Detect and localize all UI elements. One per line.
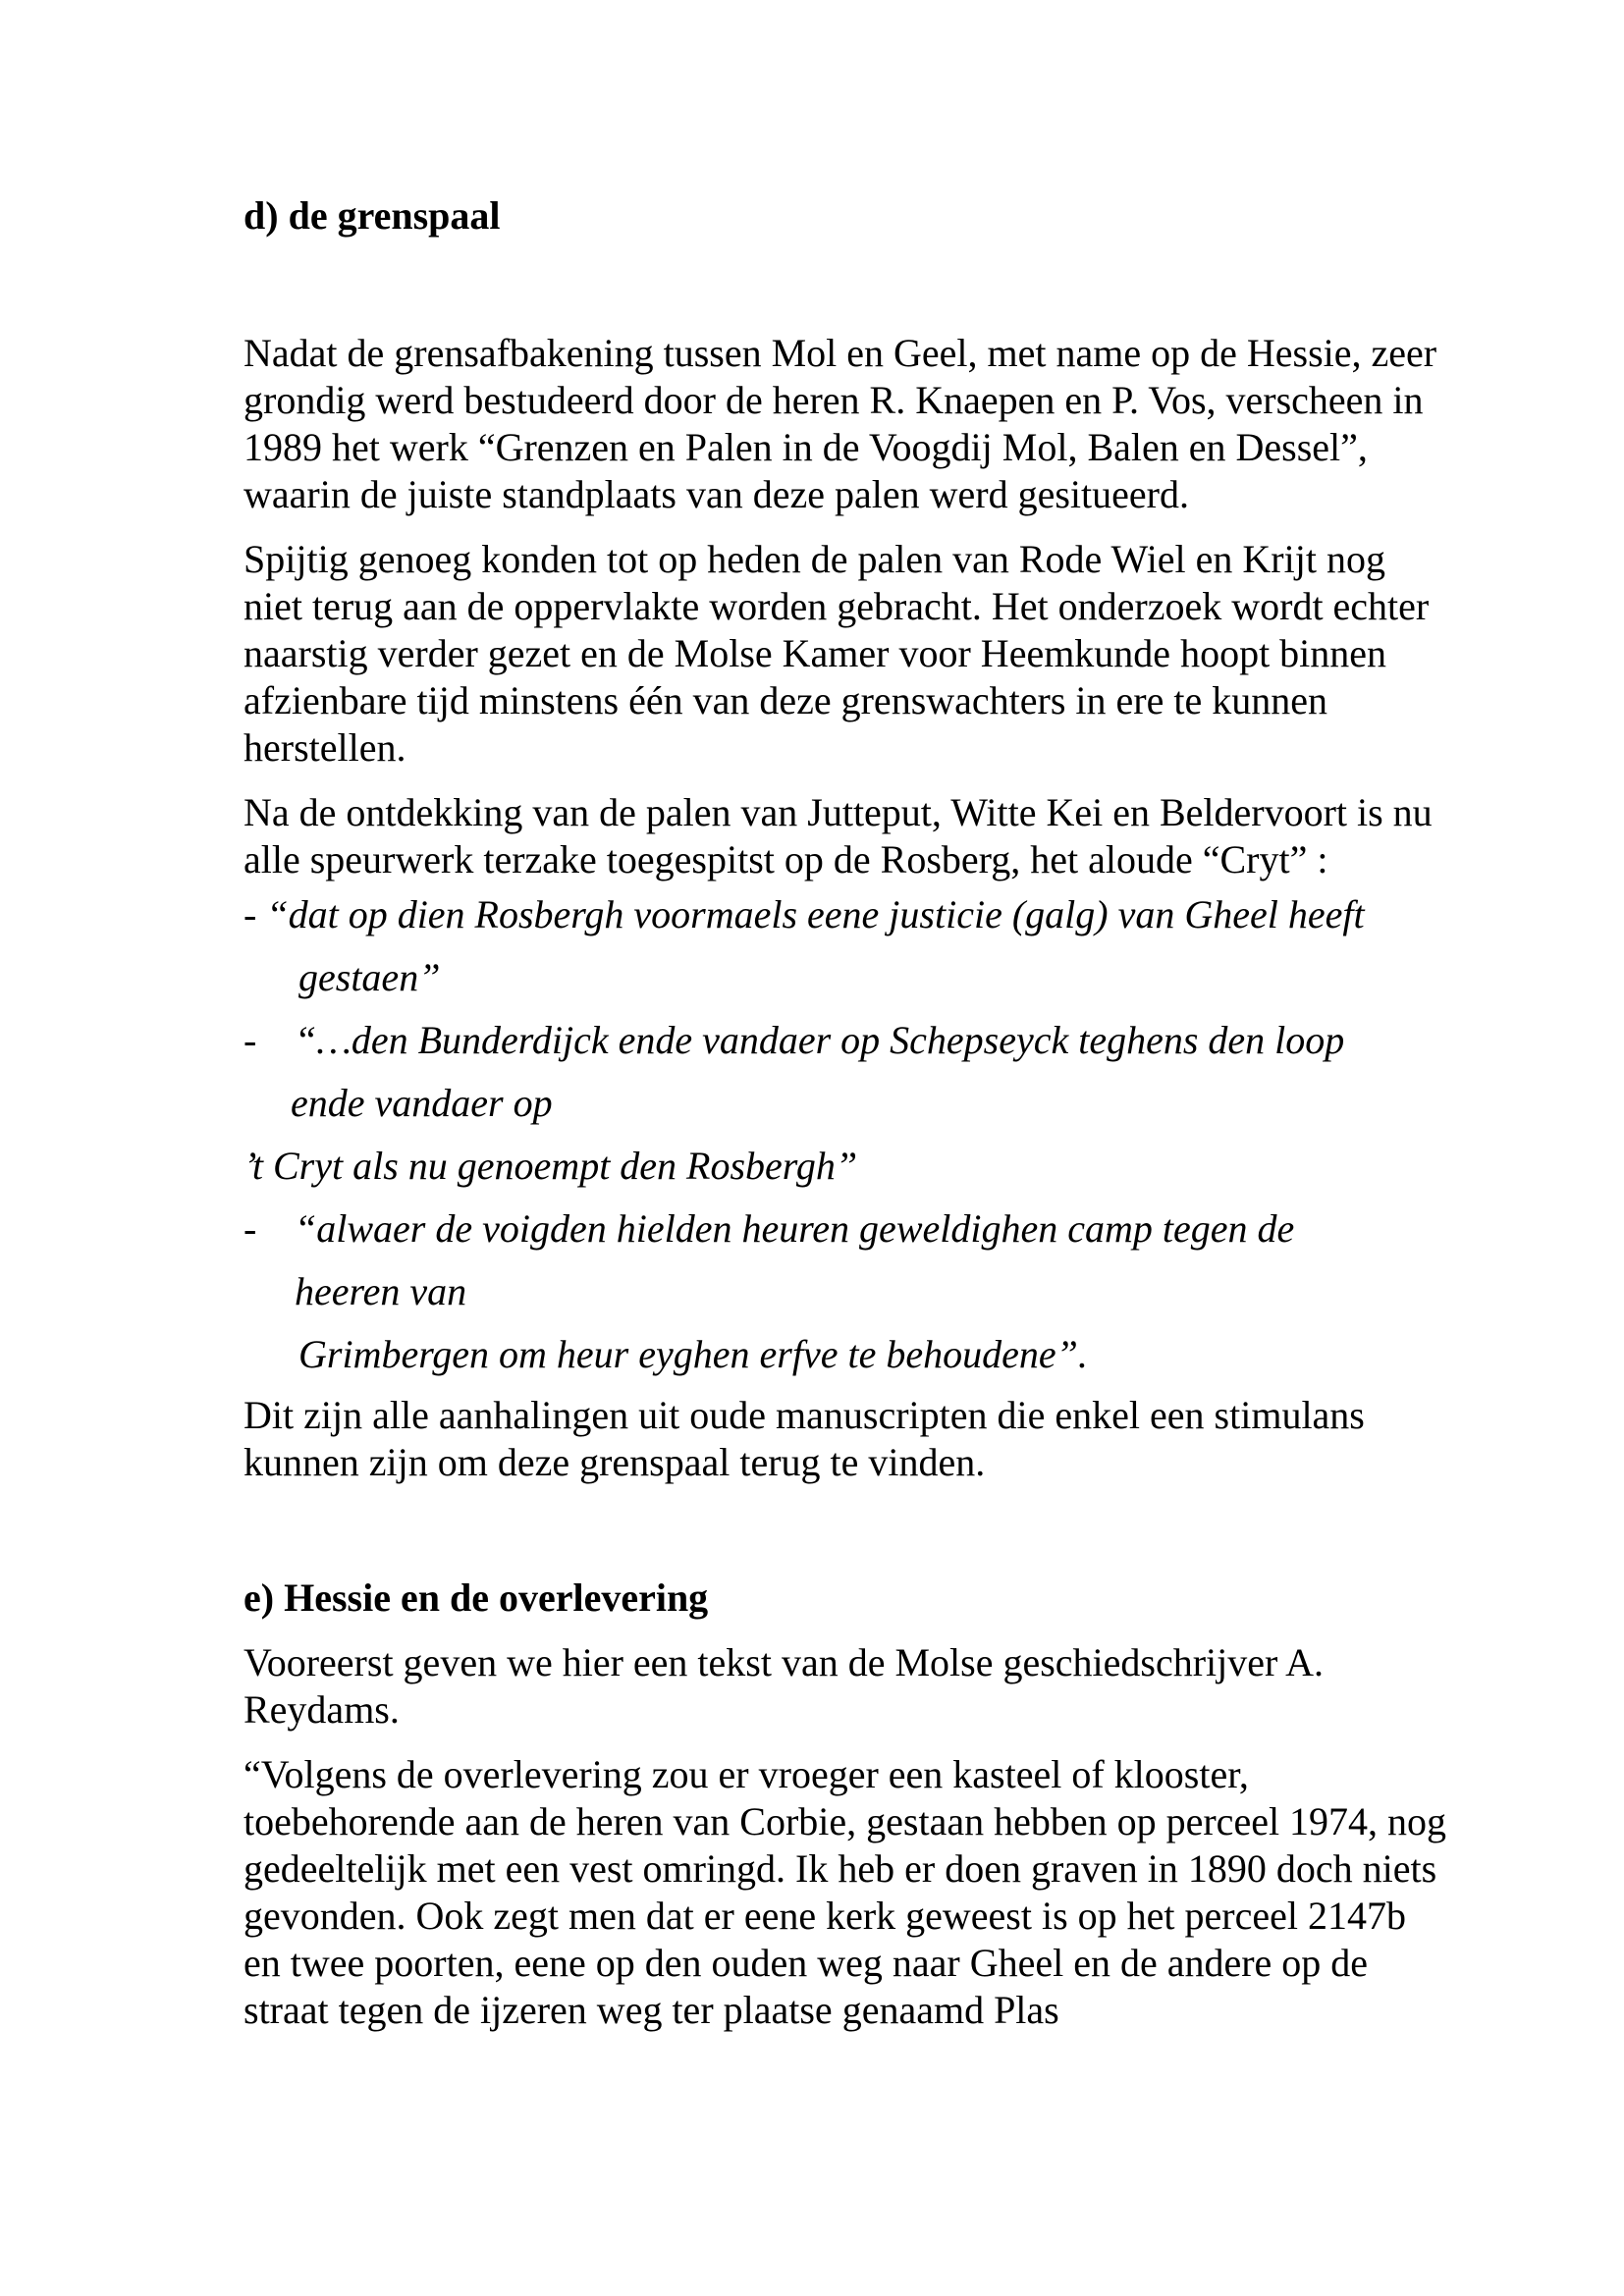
section-d-heading: d) de grenspaal [244,193,501,238]
paragraph-missing-posts: Spijtig genoeg konden tot op heden de palen van Rode Wiel en Krijt nog niet terug aan de oppervlakte worden gebracht. Het onderzoek wordt echter naarstig verder gezet en de Molse Kamer voor Heemkunde hoopt binnen afzienbare tijd minstens één van deze grenswachters in ere te kunnen herstellen. [244,537,1430,770]
quote-bunderdijck-line2: ende vandaer op [291,1081,553,1125]
paragraph-rosberg: Na de ontdekking van de palen van Jutteput, Witte Kei en Beldervoort is nu alle speurwerk terzake toegespitst op de Rosberg, het aloude “Cryt” : [244,790,1433,881]
quote-voigden-line1: “alwaer de voigden hielden heuren geweldighen camp tegen de [295,1206,1295,1251]
document-page [244,192,1451,2052]
section-e-heading: e) Hessie en de overlevering [244,1575,709,1620]
paragraph-reydams-intro: Vooreerst geven we hier een tekst van de Molse geschiedschrijver A. Reydams. [244,1640,1325,1732]
paragraph-reydams-quote: “Volgens de overlevering zou er vroeger een kasteel of klooster, toebehorende aan de heren van Corbie, gestaan hebben op perceel 1974, nog gedeeltelijk met een vest omringd. Ik heb er doen graven in 1890 doch niets gevonden. Ook zegt men dat er eene kerk geweest is op het perceel 2147b en twee poorten, eene op den ouden weg naar Gheel en de andere op de straat tegen de ijzeren weg ter plaatse genaamd Plas [244,1752,1447,2032]
quote-voigden-line3: Grimbergen om heur eyghen erfve te behoudene”. [298,1332,1088,1376]
quote-cryt-line: ’t Cryt als nu genoempt den Rosbergh” [244,1144,858,1188]
quote-bunderdijck-line1: “…den Bunderdijck ende vandaer op Schepseyck teghens den loop [295,1018,1345,1062]
quote-dash: - [244,1018,257,1062]
quote-justicie-line1: “dat op dien Rosbergh voormaels eene justicie (galg) van Gheel heeft [266,892,1365,936]
quote-dash: - [244,1206,257,1251]
paragraph-closing: Dit zijn alle aanhalingen uit oude manuscripten die enkel een stimulans kunnen zijn om deze grenspaal terug te vinden. [244,1393,1365,1484]
quote-bunderdijck [244,1009,1451,1072]
paragraph-boundary-study: Nadat de grensafbakening tussen Mol en Geel, met name op de Hessie, zeer grondig werd bestudeerd door de heren R. Knaepen en P. Vos, verscheen in 1989 het werk “Grenzen en Palen in de Voogdij Mol, Balen en Dessel”, waarin de juiste standplaats van deze palen werd gesitueerd. [244,331,1437,516]
quote-voigden [244,1198,1451,1260]
quote-voigden-line2: heeren van [295,1269,467,1313]
quote-justicie-line2: gestaen” [298,955,441,999]
quote-justicie [244,883,1451,946]
quote-dash: - [244,892,257,936]
